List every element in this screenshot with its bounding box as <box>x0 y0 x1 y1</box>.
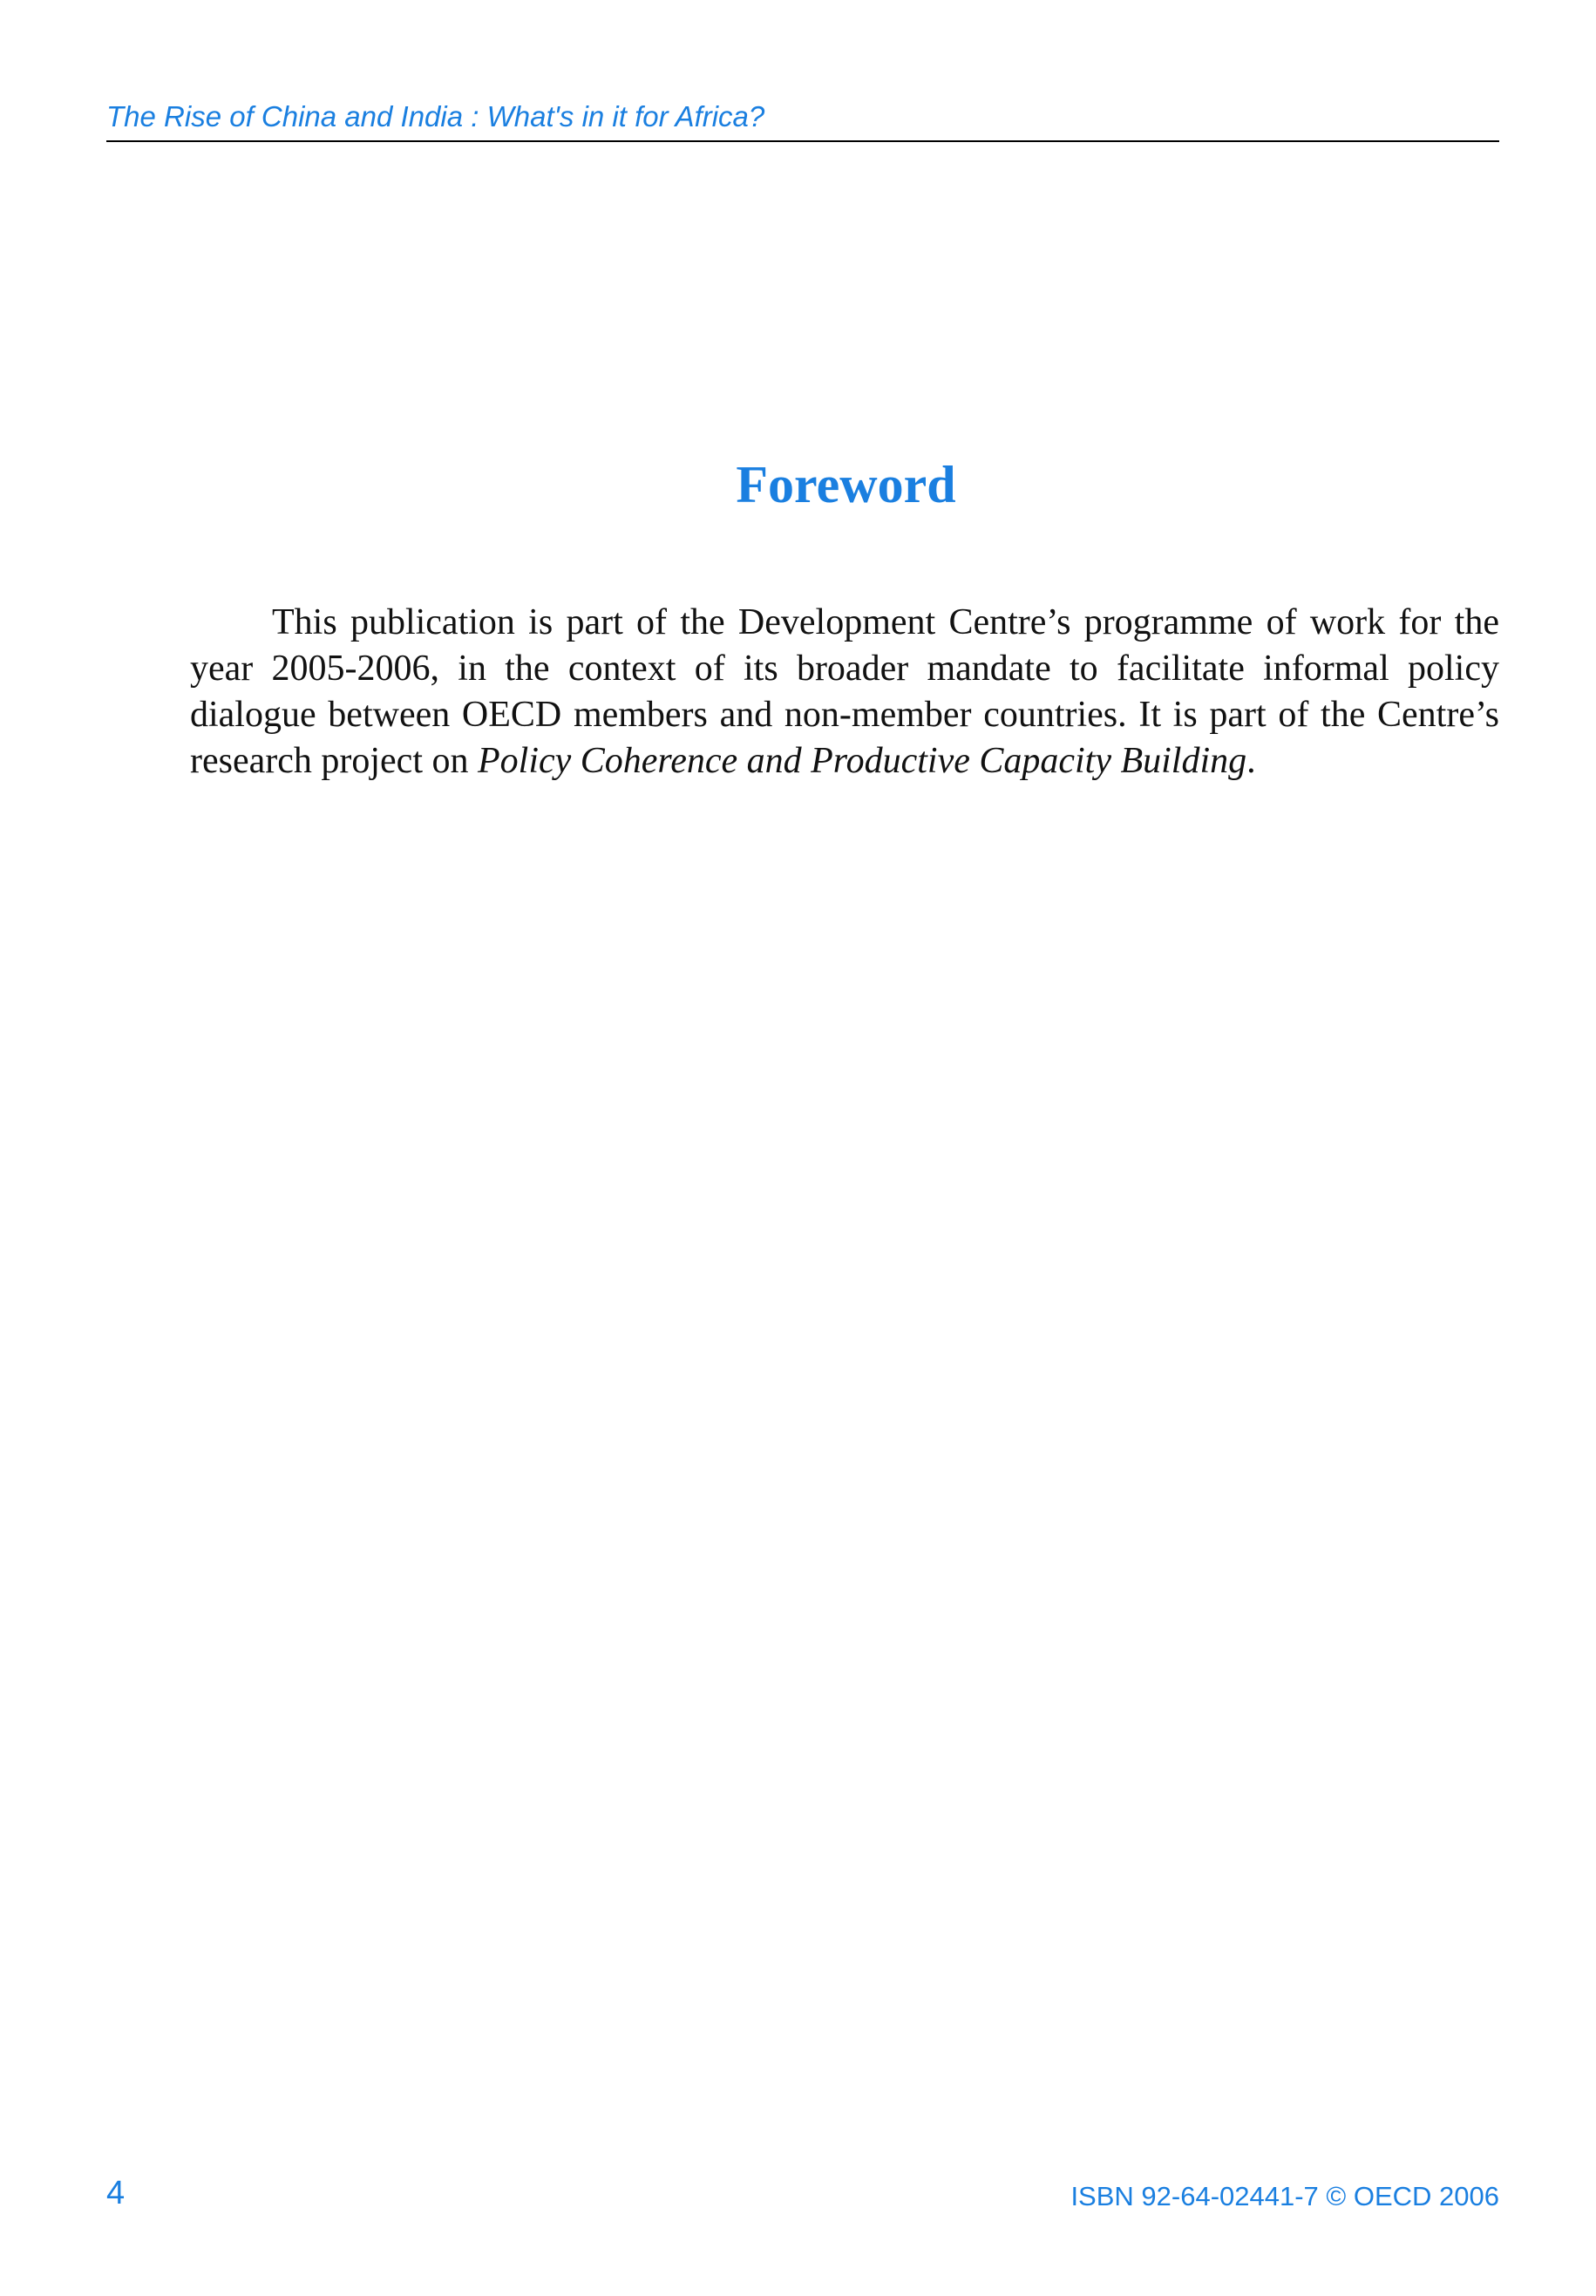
foreword-paragraph <box>190 600 1499 785</box>
running-header: The Rise of China and India : What's in it for Africa? <box>106 100 765 132</box>
project-name: Policy Coherence and Productive Capacity Building <box>478 741 1247 781</box>
header-rule <box>106 140 1499 142</box>
page-number: 4 <box>106 2175 126 2211</box>
page-title: Foreword <box>736 456 956 513</box>
isbn-copyright: ISBN 92-64-02441-7 © OECD 2006 <box>1070 2181 1499 2211</box>
paragraph-end: . <box>1246 741 1256 781</box>
paragraph-text: This publication is part of the Development Centre’s programme of work for the year 2005-2006, in the context of its broader mandate to facilitate informal policy dialogue between OECD members and non-member countries. It is part of the Centre’s research project on <box>190 602 1499 781</box>
